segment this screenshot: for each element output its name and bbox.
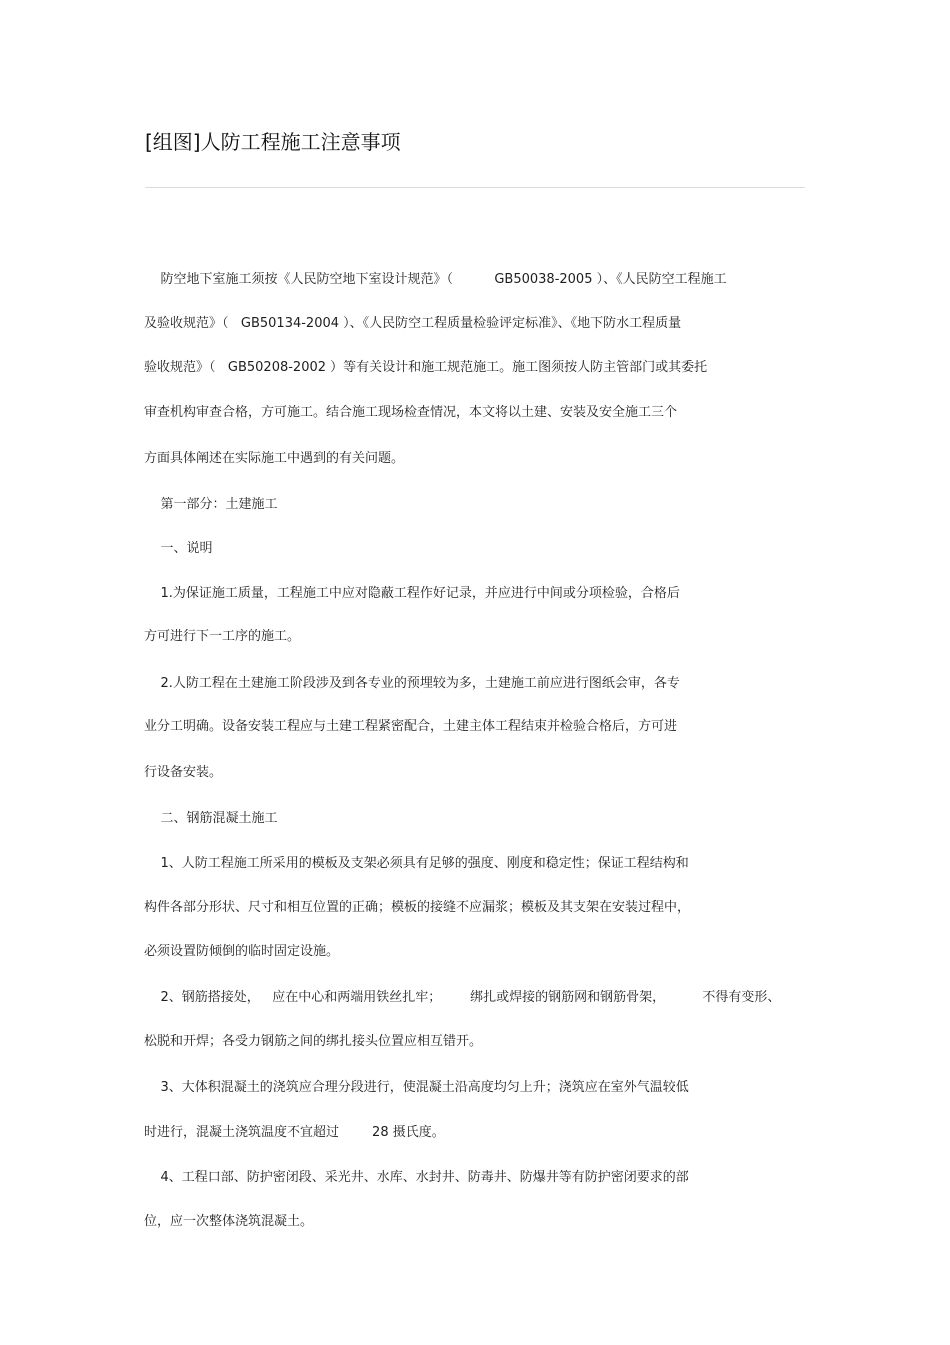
body-line: 防空地下室施工须按《人民防空地下室设计规范》（ GB50038-2005 ）、《人民防空工程施工 — [144, 272, 727, 287]
body-line: 必须设置防倾倒的临时固定设施。 — [144, 944, 340, 959]
body-line: 松脱和开焊；各受力钢筋之间的绑扎接头位置应相互错开。 — [144, 1034, 483, 1049]
body-line: 2、钢筋搭接处， 应在中心和两端用铁丝扎牢； 绑扎或焊接的钢筋网和钢筋骨架， 不得有变形、 — [144, 990, 781, 1005]
section-heading: 第一部分：土建施工 — [144, 497, 278, 512]
body-line: 验收规范》（ GB50208-2002 ）等有关设计和施工规范施工。施工图须按人防主管部门或其委托 — [144, 360, 708, 375]
body-line: 行设备安装。 — [144, 765, 223, 780]
body-line: 方可进行下一工序的施工。 — [144, 629, 301, 644]
body-line: 构件各部分形状、尺寸和相互位置的正确；模板的接缝不应漏浆；模板及其支架在安装过程中， — [144, 900, 691, 915]
body-line: 位，应一次整体浇筑混凝土。 — [144, 1214, 314, 1229]
body-line: 2.人防工程在土建施工阶段涉及到各专业的预埋较为多，土建施工前应进行图纸会审，各专 — [144, 676, 680, 691]
body-line: 及验收规范》（ GB50134-2004 ）、《人民防空工程质量检验评定标准》、《地下防水工程质量 — [144, 316, 682, 331]
subsection-heading: 二、钢筋混凝土施工 — [144, 811, 278, 826]
body-line: 4、工程口部、防护密闭段、采光井、水库、水封井、防毒井、防爆井等有防护密闭要求的部 — [144, 1170, 689, 1185]
body-line: 3、大体积混凝土的浇筑应合理分段进行，使混凝土沿高度均匀上升；浇筑应在室外气温较低 — [144, 1080, 689, 1095]
article-title: [组图]人防工程施工注意事项 — [145, 130, 401, 154]
body-line: 1.为保证施工质量，工程施工中应对隐蔽工程作好记录，并应进行中间或分项检验，合格后 — [144, 586, 680, 601]
body-line: 1、人防工程施工所采用的模板及支架必须具有足够的强度、刚度和稳定性；保证工程结构和 — [144, 856, 689, 871]
subsection-heading: 一、说明 — [144, 541, 213, 556]
title-divider — [145, 187, 805, 188]
body-line: 时进行，混凝土浇筑温度不宜超过 28 摄氏度。 — [144, 1125, 445, 1140]
body-line: 审查机构审查合格，方可施工。结合施工现场检查情况，本文将以土建、安装及安全施工三个 — [144, 405, 678, 420]
body-line: 方面具体阐述在实际施工中遇到的有关问题。 — [144, 451, 405, 466]
body-line: 业分工明确。设备安装工程应与土建工程紧密配合，土建主体工程结束并检验合格后，方可进 — [144, 719, 678, 734]
